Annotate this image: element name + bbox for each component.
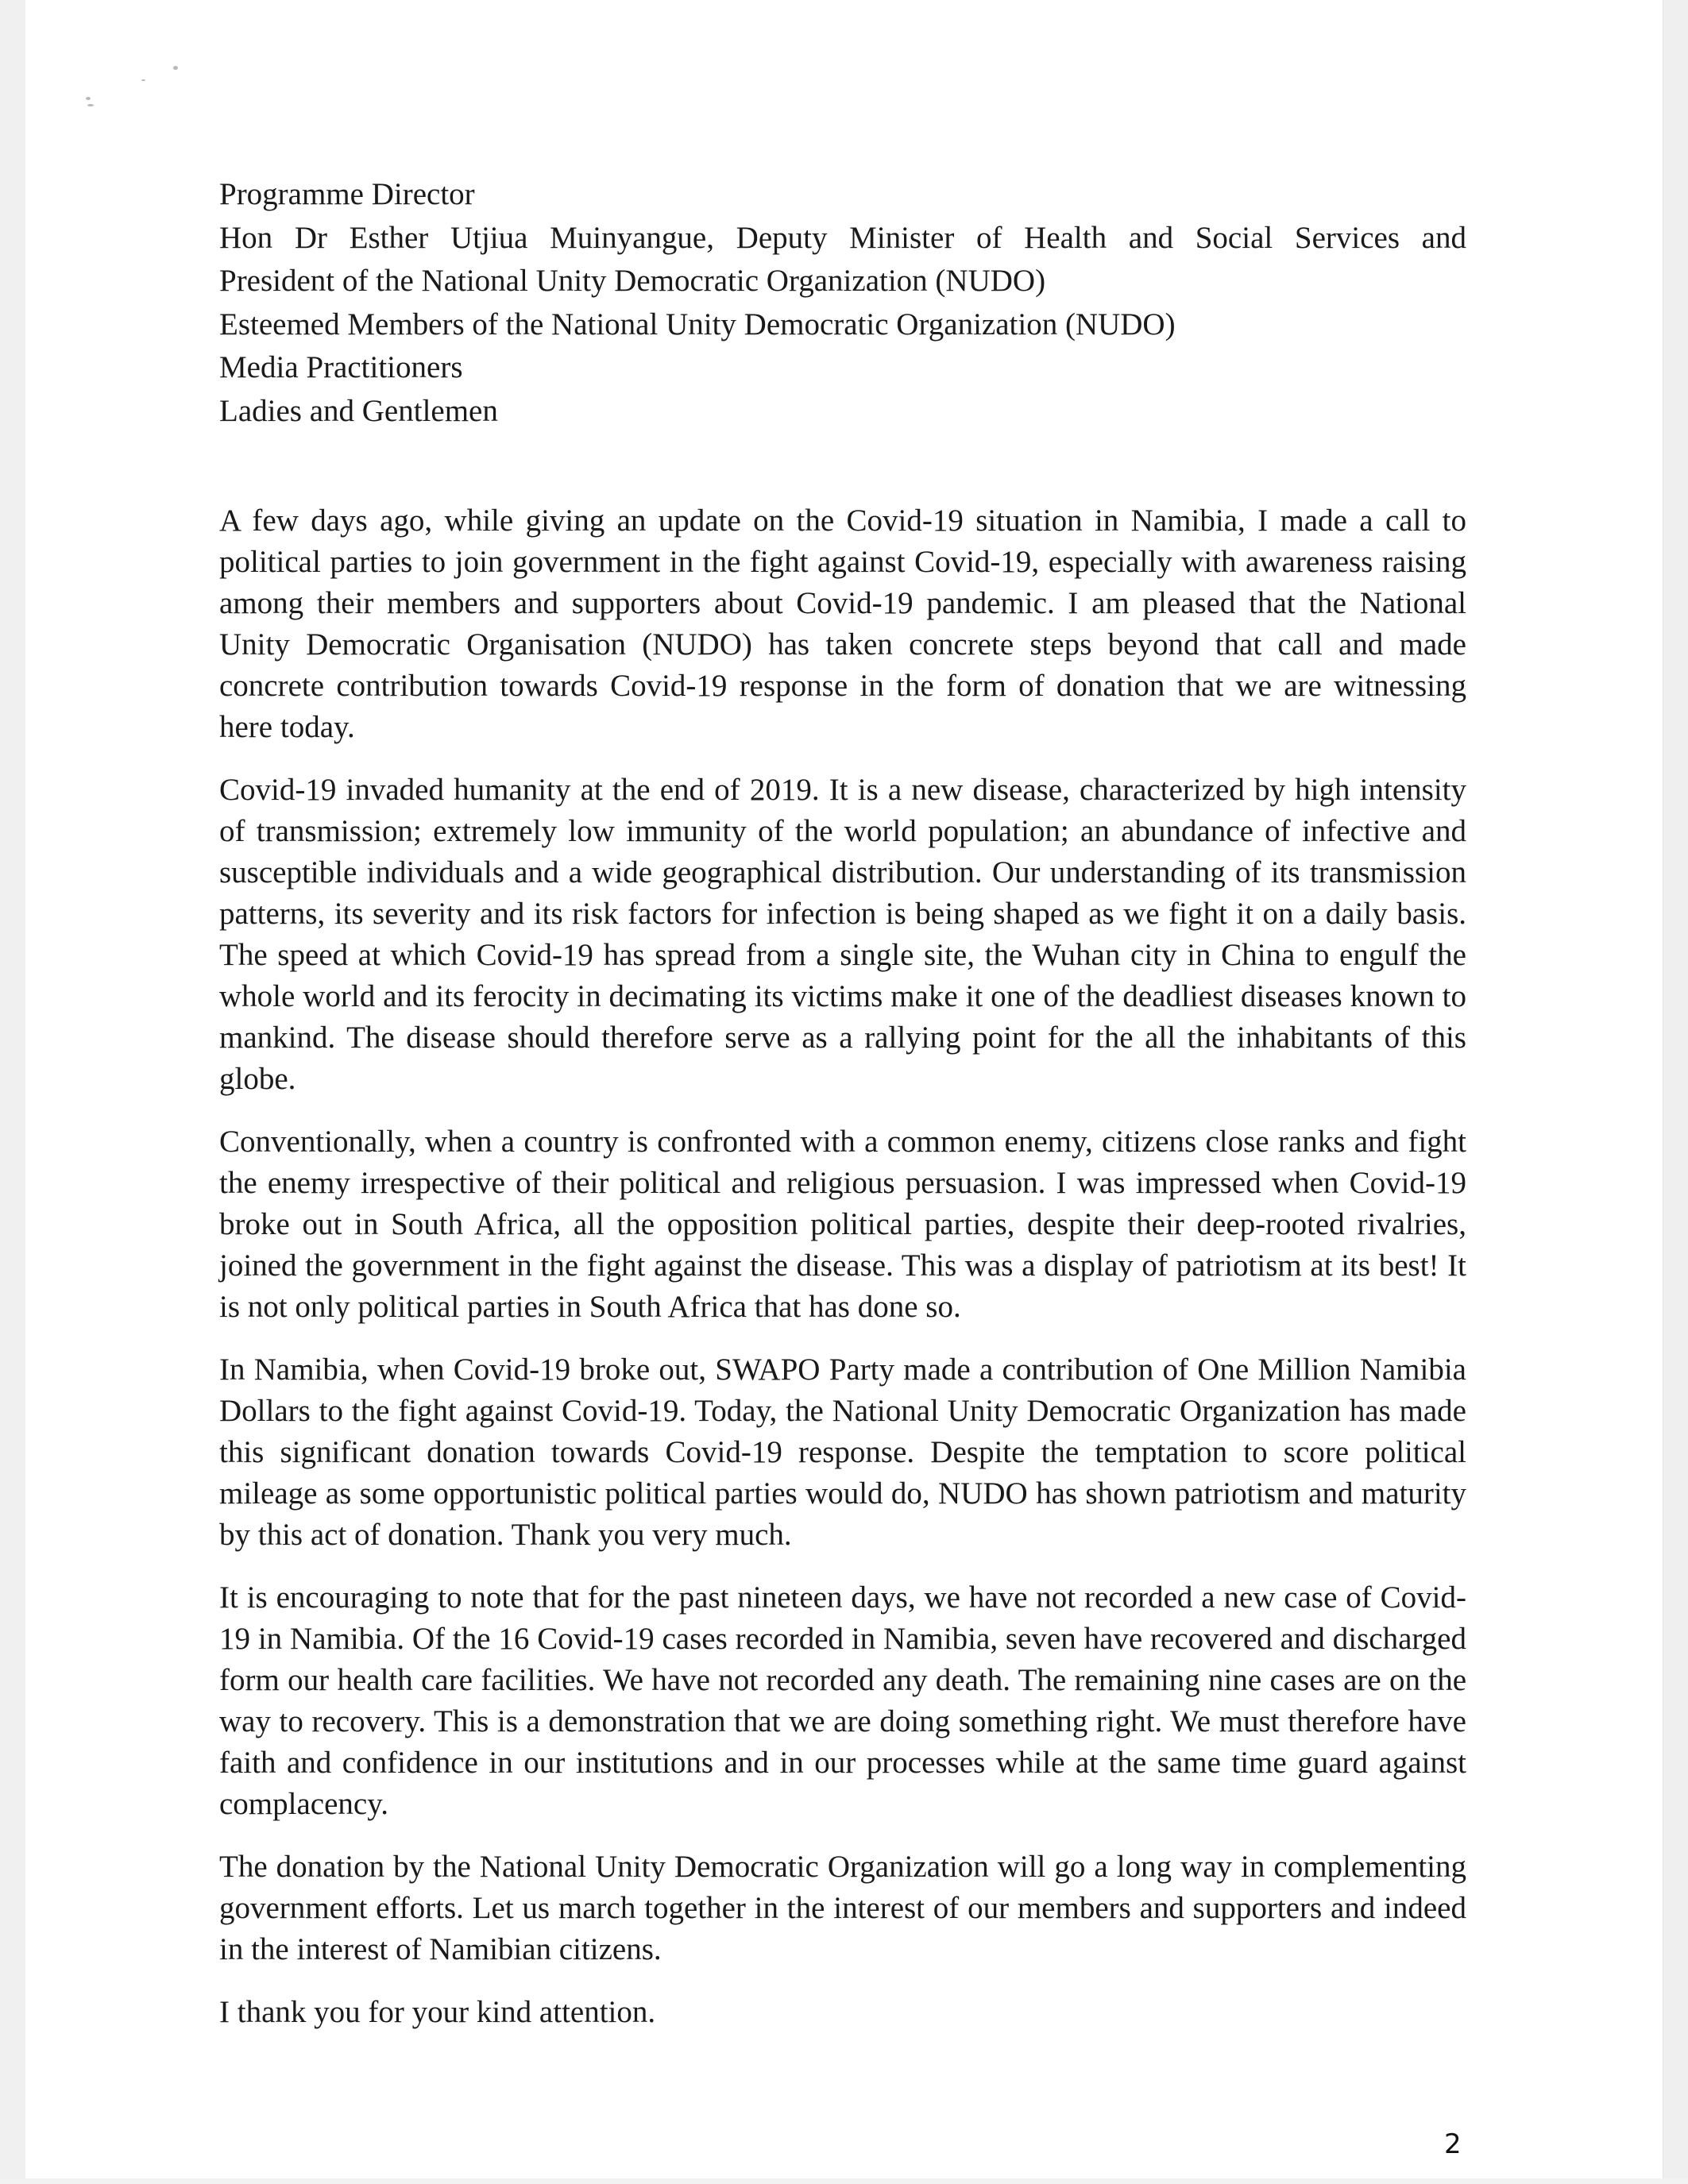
scan-artifact xyxy=(141,79,145,81)
scan-left-border xyxy=(0,0,25,2184)
closing-line: I thank you for your kind attention. xyxy=(219,1995,656,2029)
salutation-line: Ladies and Gentlemen xyxy=(219,393,498,428)
speech-body xyxy=(219,500,1466,2055)
paragraph: A few days ago, while giving an update on the Covid-19 situation in Namibia, I made a call to political parties to join government in the fight against Covid-19, especially with awareness raising among their members and supporters about Covid-19 pandemic. I am pleased that the National Unity Democratic Organisation (NUDO) has taken concrete steps beyond that call and made concrete contribution towards Covid-19 response in the form of donation that we are witnessing here today. xyxy=(219,504,1466,744)
paragraph: In Namibia, when Covid-19 broke out, SWAPO Party made a contribution of One Million Namibia Dollars to the fight against Covid-19. Today, the National Unity Democratic Organization has made this significant donation towards Covid-19 response. Despite the temptation to score political mileage as some opportunistic political parties would do, NUDO has shown patriotism and maturity by this act of donation. Thank you very much. xyxy=(219,1352,1466,1552)
scan-right-border xyxy=(1663,0,1688,2184)
paragraph: The donation by the National Unity Democratic Organization will go a long way in complementing government efforts. Let us march together in the interest of our members and supporters and indeed in the interest of Namibian citizens. xyxy=(219,1850,1466,1966)
salutation-line: Esteemed Members of the National Unity Democratic Organization (NUDO) xyxy=(219,307,1176,341)
salutation-line: President of the National Unity Democratic Organization (NUDO) xyxy=(219,264,1046,298)
paragraph: Conventionally, when a country is confronted with a common enemy, citizens close ranks and fight the enemy irrespective of their political and religious persuasion. I was impressed when Covid-19 broke out in South Africa, all the opposition political parties, despite their deep-rooted rivalries, joined the government in the fight against the disease. This was a display of patriotism at its best! It is not only political parties in South Africa that has done so. xyxy=(219,1125,1466,1324)
salutation-line: Hon Dr Esther Utjiua Muinyangue, Deputy Minister of Health and Social Services and xyxy=(219,220,1466,255)
page-number: 2 xyxy=(1444,2128,1462,2160)
salutation-block xyxy=(219,173,1466,433)
scan-bottom-border xyxy=(0,2178,1688,2184)
scan-artifact xyxy=(87,104,94,106)
scan-artifact xyxy=(173,66,178,70)
salutation-line: Media Practitioners xyxy=(219,350,463,384)
salutation-line: Programme Director xyxy=(219,177,475,211)
scan-artifact xyxy=(86,97,91,100)
paragraph: Covid-19 invaded humanity at the end of 2019. It is a new disease, characterized by high intensity of transmission; extremely low immunity of the world population; an abundance of infective and susceptible individuals and a wide geographical distribution. Our understanding of its transmission patterns, its severity and its risk factors for infection is being shaped as we fight it on a daily basis. The speed at which Covid-19 has spread from a single site, the Wuhan city in China to engulf the whole world and its ferocity in decimating its victims make it one of the deadliest diseases known to mankind. The disease should therefore serve as a rallying point for the all the inhabitants of this globe. xyxy=(219,773,1466,1096)
paragraph: It is encouraging to note that for the past nineteen days, we have not recorded a new case of Covid-19 in Namibia. Of the 16 Covid-19 cases recorded in Namibia, seven have recovered and discharged form our health care facilities. We have not recorded any death. The remaining nine cases are on the way to recovery. This is a demonstration that we are doing something right. We must therefore have faith and confidence in our institutions and in our processes while at the same time guard against complacency. xyxy=(219,1580,1466,1821)
